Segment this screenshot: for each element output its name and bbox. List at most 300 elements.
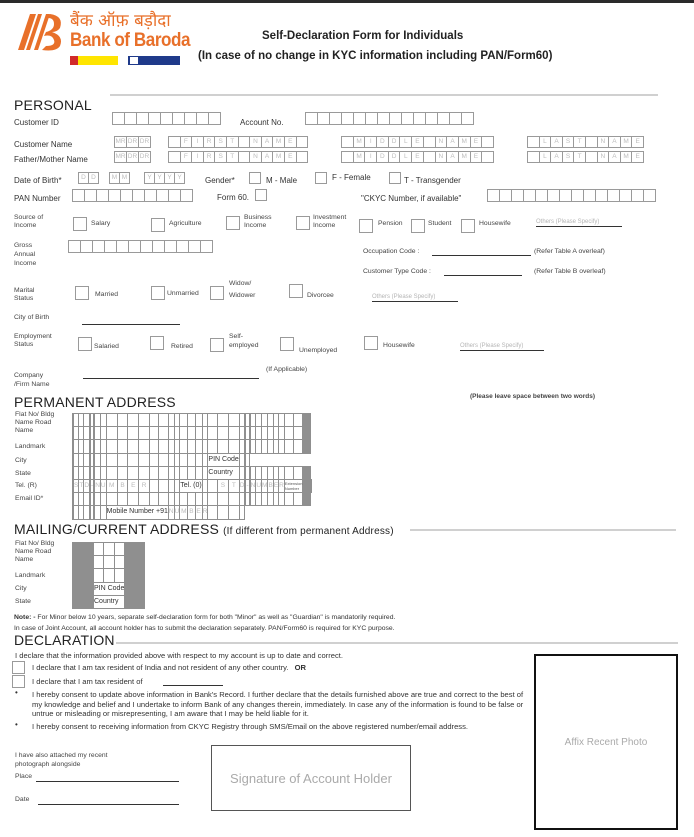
char-cell[interactable] — [208, 493, 218, 506]
char-cell[interactable]: L — [399, 151, 412, 163]
char-cell[interactable]: A — [446, 151, 459, 163]
char-cell[interactable]: N — [597, 151, 610, 163]
char-cell[interactable]: D — [388, 151, 401, 163]
char-cell[interactable] — [106, 414, 117, 427]
char-cell[interactable] — [128, 414, 139, 427]
char-cell[interactable] — [117, 453, 128, 466]
gender-male-checkbox[interactable] — [249, 172, 261, 184]
perm-pin-label: PIN Code — [208, 453, 239, 466]
char-cell[interactable]: D — [376, 136, 389, 148]
tax-resident-india-option — [32, 663, 306, 673]
char-cell[interactable]: D — [78, 172, 89, 184]
student-checkbox[interactable] — [411, 219, 425, 233]
char-cell[interactable]: M — [458, 151, 471, 163]
char-cell[interactable] — [159, 479, 168, 492]
business-income-label: Business Income — [244, 214, 272, 229]
section-personal-heading: PERSONAL — [14, 97, 92, 113]
char-cell[interactable]: A — [608, 151, 621, 163]
char-cell[interactable] — [117, 493, 128, 506]
char-cell[interactable] — [159, 440, 168, 453]
char-cell[interactable]: E — [273, 479, 278, 492]
parent-first-name[interactable] — [168, 151, 307, 163]
char-cell[interactable]: L — [399, 136, 412, 148]
form60-checkbox[interactable] — [255, 189, 267, 201]
char-cell[interactable]: MR — [114, 151, 127, 163]
char-cell[interactable] — [208, 440, 218, 453]
gender-transgender-checkbox[interactable] — [389, 172, 401, 184]
char-cell[interactable]: S — [74, 479, 79, 492]
salary-checkbox[interactable] — [73, 217, 87, 231]
char-cell[interactable] — [144, 569, 145, 582]
char-cell[interactable]: I — [191, 151, 204, 163]
char-cell[interactable] — [180, 466, 188, 479]
char-cell[interactable] — [128, 427, 139, 440]
investment-income-checkbox[interactable] — [296, 216, 310, 230]
char-cell[interactable] — [218, 414, 229, 427]
char-cell[interactable] — [195, 427, 202, 440]
char-cell[interactable]: D — [84, 479, 90, 492]
income-others-input[interactable]: Others (Please Specify) — [536, 219, 622, 227]
char-cell[interactable]: - — [246, 479, 249, 492]
bank-of-baroda-b-icon — [14, 10, 66, 54]
photo-box[interactable]: Affix Recent Photo — [534, 654, 678, 830]
char-cell[interactable] — [188, 453, 195, 466]
char-cell[interactable] — [228, 427, 239, 440]
top-border — [0, 0, 694, 3]
char-cell[interactable]: R — [202, 506, 208, 519]
char-cell[interactable] — [117, 466, 128, 479]
char-cell[interactable] — [195, 414, 202, 427]
char-cell[interactable] — [144, 543, 145, 556]
gender-female-checkbox[interactable] — [315, 172, 327, 184]
perm-city-label: City — [15, 457, 27, 464]
housewife-employment-checkbox[interactable] — [364, 336, 378, 350]
char-cell[interactable]: S — [214, 136, 227, 148]
bullet-dot-1: • — [15, 688, 18, 697]
char-cell[interactable] — [128, 493, 139, 506]
tax-resident-other-checkbox[interactable] — [12, 675, 25, 688]
char-cell[interactable]: L — [539, 151, 552, 163]
char-cell[interactable] — [296, 151, 309, 163]
char-cell[interactable]: A — [261, 151, 274, 163]
char-cell[interactable]: M — [272, 151, 285, 163]
char-cell[interactable] — [106, 440, 117, 453]
char-cell[interactable]: Y — [144, 172, 155, 184]
char-cell[interactable] — [294, 493, 303, 506]
tax-resident-india-checkbox[interactable] — [12, 661, 25, 674]
char-cell[interactable] — [481, 136, 494, 148]
char-cell[interactable]: U — [256, 479, 262, 492]
photo-attached-note: I have also attached my recent photograph alongside — [15, 752, 108, 768]
housewife-income-checkbox[interactable] — [461, 219, 475, 233]
char-cell[interactable] — [104, 569, 114, 582]
char-cell[interactable]: D — [388, 136, 401, 148]
char-cell[interactable] — [159, 453, 168, 466]
char-cell[interactable] — [150, 466, 159, 479]
char-cell[interactable]: E — [411, 151, 424, 163]
char-cell — [245, 506, 311, 519]
gender-transgender-label: T - Transgender — [404, 176, 461, 185]
char-cell[interactable] — [106, 493, 117, 506]
char-cell[interactable]: R — [203, 136, 216, 148]
char-cell[interactable] — [195, 466, 202, 479]
char-cell[interactable] — [284, 427, 293, 440]
char-cell[interactable]: M — [109, 172, 120, 184]
grid-row — [73, 466, 312, 479]
char-cell[interactable] — [117, 427, 128, 440]
char-cell[interactable]: R — [279, 479, 285, 492]
char-cell[interactable] — [310, 493, 311, 506]
char-cell[interactable] — [208, 112, 221, 125]
char-cell[interactable] — [139, 466, 150, 479]
char-cell[interactable] — [195, 440, 202, 453]
char-cell[interactable]: Y — [174, 172, 185, 184]
char-cell[interactable] — [128, 466, 139, 479]
char-cell[interactable] — [208, 506, 218, 519]
char-cell[interactable] — [150, 427, 159, 440]
grid-row — [73, 595, 145, 608]
char-cell[interactable]: D — [239, 479, 245, 492]
char-cell[interactable]: MR — [114, 136, 127, 148]
char-cell[interactable]: U — [174, 506, 180, 519]
char-cell[interactable]: E — [631, 151, 644, 163]
char-cell[interactable]: - — [91, 479, 94, 492]
char-cell[interactable]: A — [446, 136, 459, 148]
char-cell[interactable]: E — [470, 151, 483, 163]
char-cell[interactable] — [218, 493, 229, 506]
widow-checkbox[interactable] — [210, 286, 224, 300]
char-cell[interactable] — [159, 466, 168, 479]
form60-label: Form 60. — [217, 193, 250, 202]
char-cell[interactable]: M — [353, 151, 366, 163]
char-cell[interactable] — [139, 453, 150, 466]
grid-row — [73, 556, 145, 569]
marital-others-input[interactable]: Others (Please Specify) — [372, 294, 458, 302]
or-label: OR — [294, 663, 307, 672]
retired-checkbox[interactable] — [150, 336, 164, 350]
char-cell[interactable]: S — [562, 136, 575, 148]
char-cell[interactable]: E — [284, 136, 297, 148]
char-cell[interactable]: F — [180, 151, 193, 163]
char-cell[interactable] — [188, 427, 195, 440]
char-cell[interactable]: I — [364, 151, 377, 163]
char-cell[interactable] — [296, 136, 309, 148]
char-cell[interactable]: N — [435, 151, 448, 163]
char-cell[interactable]: T — [573, 136, 586, 148]
char-cell[interactable] — [114, 569, 124, 582]
occupation-code-input[interactable] — [432, 255, 531, 256]
char-cell[interactable] — [180, 414, 188, 427]
char-cell[interactable]: T — [573, 151, 586, 163]
char-cell[interactable] — [284, 414, 293, 427]
city-of-birth-input[interactable] — [82, 324, 180, 325]
char-cell[interactable] — [284, 466, 293, 479]
header-divider — [110, 94, 658, 96]
char-cell[interactable] — [94, 569, 104, 582]
char-cell[interactable]: N — [597, 136, 610, 148]
char-cell[interactable]: A — [608, 136, 621, 148]
parent-name-prefix[interactable] — [114, 151, 150, 163]
char-cell[interactable]: N — [249, 151, 262, 163]
char-cell[interactable]: M — [620, 151, 633, 163]
char-cell[interactable] — [294, 466, 303, 479]
permanent-address-table — [72, 413, 312, 520]
char-cell[interactable] — [643, 189, 656, 202]
char-cell[interactable] — [106, 427, 117, 440]
char-cell[interactable]: U — [100, 479, 106, 492]
parent-last-name[interactable] — [527, 151, 643, 163]
char-cell[interactable]: A — [550, 151, 563, 163]
char-cell[interactable]: M — [458, 136, 471, 148]
tax-resident-country-input[interactable] — [163, 685, 223, 686]
char-cell[interactable] — [195, 453, 202, 466]
perm-state-label: State — [15, 470, 31, 477]
char-cell[interactable]: M — [272, 136, 285, 148]
char-cell[interactable] — [188, 493, 195, 506]
char-cell[interactable] — [144, 556, 145, 569]
perm-landmark-label: Landmark — [15, 443, 46, 450]
char-cell[interactable] — [284, 493, 293, 506]
char-cell[interactable] — [94, 556, 104, 569]
customer-first-name[interactable] — [168, 136, 307, 148]
customer-type-ref: (Refer Table B overleaf) — [534, 268, 606, 275]
agriculture-checkbox[interactable] — [151, 218, 165, 232]
char-cell[interactable] — [284, 440, 293, 453]
unmarried-checkbox[interactable] — [151, 286, 165, 300]
char-cell[interactable]: N — [95, 479, 101, 492]
customer-middle-name[interactable] — [341, 136, 493, 148]
char-cell[interactable]: B — [268, 479, 273, 492]
grid-row — [73, 427, 312, 440]
char-cell[interactable] — [294, 427, 303, 440]
char-cell[interactable] — [310, 440, 311, 453]
char-cell[interactable] — [159, 414, 168, 427]
char-cell[interactable] — [180, 453, 188, 466]
char-cell[interactable] — [150, 453, 159, 466]
char-cell[interactable]: I — [364, 136, 377, 148]
char-cell[interactable]: E — [284, 151, 297, 163]
char-cell[interactable]: Y — [164, 172, 175, 184]
char-cell[interactable] — [461, 112, 474, 125]
char-cell[interactable]: N — [168, 506, 174, 519]
char-cell[interactable] — [104, 543, 114, 556]
char-cell[interactable] — [144, 582, 145, 595]
char-cell[interactable]: DR — [126, 136, 139, 148]
char-cell[interactable] — [144, 595, 145, 608]
place-input[interactable] — [36, 781, 179, 782]
char-cell[interactable]: DR — [138, 136, 151, 148]
declaration-intro: I declare that the information provided above with respect to my account is up to date and correct. — [15, 651, 343, 660]
char-cell[interactable] — [294, 440, 303, 453]
badge-yellow — [70, 56, 118, 65]
char-cell[interactable]: E — [631, 136, 644, 148]
char-cell[interactable]: L — [539, 136, 552, 148]
char-cell[interactable] — [114, 543, 124, 556]
char-cell[interactable]: S — [214, 151, 227, 163]
char-cell[interactable]: B — [188, 506, 195, 519]
char-cell[interactable] — [180, 427, 188, 440]
char-cell[interactable] — [159, 493, 168, 506]
char-cell[interactable] — [150, 479, 159, 492]
perm-flat-label: Flat No/ Bldg Name Road Name — [15, 411, 55, 434]
grid-row — [73, 479, 312, 492]
char-cell[interactable]: M — [262, 479, 268, 492]
char-cell[interactable] — [310, 427, 311, 440]
salaried-label: Salaried — [94, 343, 119, 350]
char-cell[interactable]: M — [119, 172, 130, 184]
employment-others-input[interactable]: Others (Please Specify) — [460, 343, 544, 351]
char-cell[interactable] — [139, 440, 150, 453]
char-cell[interactable]: DR — [138, 151, 151, 163]
char-cell[interactable] — [114, 556, 124, 569]
char-cell[interactable] — [218, 440, 229, 453]
section-mailing-address-heading — [14, 521, 394, 537]
char-cell[interactable] — [218, 427, 229, 440]
char-cell[interactable] — [104, 556, 114, 569]
char-cell[interactable] — [195, 493, 202, 506]
mail-landmark-label: Landmark — [15, 572, 46, 579]
business-income-checkbox[interactable] — [226, 216, 240, 230]
char-cell[interactable] — [188, 414, 195, 427]
salaried-checkbox[interactable] — [78, 337, 92, 351]
char-cell[interactable]: E — [195, 506, 202, 519]
char-cell[interactable]: M — [106, 479, 117, 492]
char-cell[interactable] — [188, 440, 195, 453]
char-cell[interactable]: T — [226, 151, 239, 163]
char-cell[interactable]: N — [435, 136, 448, 148]
char-cell[interactable]: B — [117, 479, 128, 492]
char-cell[interactable]: S — [562, 151, 575, 163]
char-cell[interactable]: M — [180, 506, 188, 519]
married-checkbox[interactable] — [75, 286, 89, 300]
char-cell[interactable] — [228, 506, 239, 519]
divorcee-checkbox[interactable] — [289, 284, 303, 298]
char-cell[interactable]: E — [128, 479, 139, 492]
char-cell[interactable] — [311, 479, 312, 492]
self-employed-checkbox[interactable] — [210, 338, 224, 352]
char-cell[interactable] — [228, 414, 239, 427]
char-cell[interactable] — [310, 414, 311, 427]
char-cell[interactable]: E — [411, 136, 424, 148]
mailing-heading-text: MAILING/CURRENT ADDRESS — [14, 521, 220, 537]
customer-id-input[interactable] — [112, 112, 220, 125]
char-cell[interactable]: DR — [126, 151, 139, 163]
char-cell[interactable]: R — [203, 151, 216, 163]
dob-month[interactable] — [109, 172, 129, 184]
char-cell[interactable]: T — [226, 136, 239, 148]
ckyc-label: "CKYC Number, if available" — [361, 194, 462, 203]
char-cell[interactable] — [139, 414, 150, 427]
date-input[interactable] — [38, 804, 179, 805]
char-cell[interactable]: A — [261, 136, 274, 148]
char-cell[interactable] — [228, 440, 239, 453]
char-cell[interactable] — [139, 493, 150, 506]
source-income-label: Source of Income — [14, 214, 44, 229]
char-cell[interactable]: S — [218, 479, 229, 492]
char-cell[interactable] — [159, 427, 168, 440]
char-cell[interactable] — [180, 493, 188, 506]
char-cell[interactable]: T — [228, 479, 239, 492]
pension-checkbox[interactable] — [359, 219, 373, 233]
gross-income-input[interactable] — [68, 240, 212, 253]
salary-label: Salary — [91, 220, 111, 227]
char-cell[interactable] — [150, 414, 159, 427]
char-cell[interactable]: D — [88, 172, 99, 184]
char-cell[interactable]: M — [620, 136, 633, 148]
declaration-bullet-1: I hereby consent to update above information in Bank's Record. I further declare that the details furnished above are true and correct to the best of my knowledge and belief and I undertake to inform Bank of any changes therein, immediately. In case any of the information is found to be false or untrue or misleading or misrepresenting, I am aware that I may be held liable for it. — [32, 690, 524, 719]
char-cell[interactable] — [208, 427, 218, 440]
signature-box[interactable]: Signature of Account Holder — [211, 745, 411, 811]
char-cell[interactable] — [208, 479, 218, 492]
company-input[interactable] — [83, 378, 259, 379]
char-cell[interactable]: Y — [154, 172, 165, 184]
customer-last-name[interactable] — [527, 136, 643, 148]
char-cell[interactable] — [310, 466, 311, 479]
char-cell[interactable]: A — [550, 136, 563, 148]
char-cell[interactable]: F — [180, 136, 193, 148]
char-cell[interactable] — [228, 493, 239, 506]
pan-input[interactable] — [72, 189, 192, 202]
char-cell[interactable] — [180, 440, 188, 453]
char-cell[interactable] — [218, 506, 229, 519]
parent-middle-name[interactable] — [341, 151, 493, 163]
char-cell[interactable]: I — [191, 136, 204, 148]
char-cell[interactable]: N — [250, 479, 256, 492]
unemployed-checkbox[interactable] — [280, 337, 294, 351]
char-cell[interactable]: D — [376, 151, 389, 163]
char-cell[interactable] — [106, 466, 117, 479]
agriculture-label: Agriculture — [169, 220, 202, 227]
char-cell[interactable] — [117, 414, 128, 427]
char-cell[interactable]: R — [139, 479, 150, 492]
customer-type-label: Customer Type Code : — [363, 268, 431, 275]
ckyc-input[interactable] — [487, 189, 655, 202]
gender-label: Gender* — [205, 176, 235, 185]
char-cell[interactable] — [150, 493, 159, 506]
dob-day[interactable] — [78, 172, 98, 184]
char-cell[interactable] — [106, 453, 117, 466]
char-cell[interactable] — [94, 543, 104, 556]
if-applicable-label: (If Applicable) — [266, 366, 308, 373]
father-mother-name-label: Father/Mother Name — [14, 155, 88, 164]
mobile-label: Mobile Number +91 — [106, 506, 168, 519]
char-cell[interactable]: E — [470, 136, 483, 148]
char-cell[interactable]: N — [249, 136, 262, 148]
char-cell[interactable] — [128, 440, 139, 453]
pension-label: Pension — [378, 220, 403, 227]
char-cell[interactable] — [150, 440, 159, 453]
char-cell[interactable] — [294, 414, 303, 427]
char-cell[interactable]: T — [79, 479, 84, 492]
retired-label: Retired — [171, 343, 193, 350]
char-cell[interactable] — [200, 240, 213, 253]
char-cell[interactable] — [128, 453, 139, 466]
char-cell[interactable] — [481, 151, 494, 163]
customer-name-prefix[interactable] — [114, 136, 150, 148]
char-cell[interactable] — [180, 189, 193, 202]
dob-year[interactable] — [144, 172, 184, 184]
bullet-dot-2: • — [15, 720, 18, 729]
char-cell[interactable] — [139, 427, 150, 440]
customer-type-input[interactable] — [444, 275, 522, 276]
char-cell[interactable]: M — [353, 136, 366, 148]
char-cell[interactable] — [208, 414, 218, 427]
account-no-input[interactable] — [305, 112, 473, 125]
student-label: Student — [428, 220, 452, 227]
char-cell[interactable] — [188, 466, 195, 479]
mail-pin-label: PIN Code — [94, 582, 125, 595]
char-cell[interactable] — [117, 440, 128, 453]
